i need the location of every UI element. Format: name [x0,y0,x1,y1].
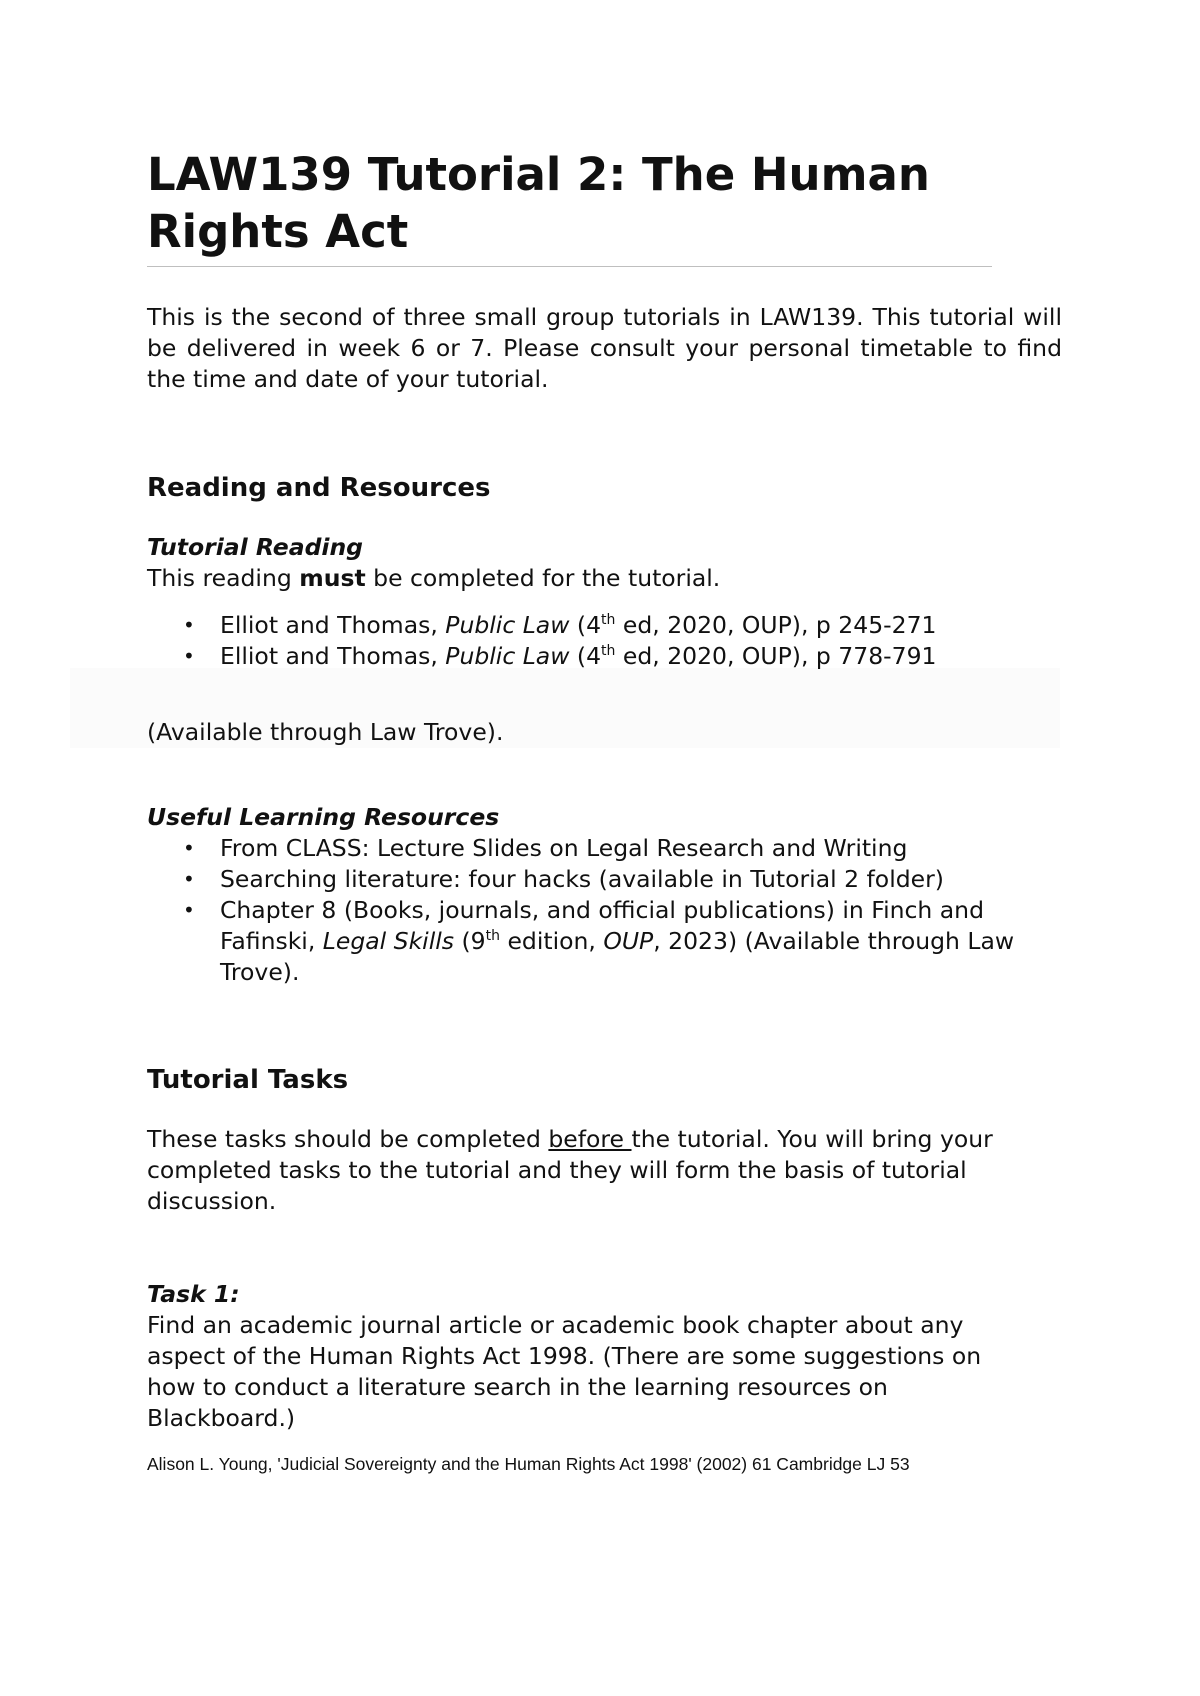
resource-item-publisher: OUP [603,927,654,955]
list-item [147,864,1062,895]
resource-item-text: Searching literature: four hacks (available in Tutorial 2 folder) [220,865,944,893]
tasks-intro [147,1124,1047,1217]
reading-heading: Reading and Resources [147,473,491,503]
task1-heading: Task 1: [147,1280,240,1308]
reading-item-edition: (4 [569,611,602,639]
list-item [147,833,1062,864]
resource-item-text: From CLASS: Lecture Slides on Legal Research and Writing [220,834,908,862]
bullet-icon: • [183,613,195,637]
bullet-icon: • [183,644,195,668]
resource-item-post: , 2023) (Available through Law Trove). [220,927,1015,986]
tasks-intro-before: before [548,1125,632,1153]
reading-requirement [147,563,1062,594]
reading-item-details: ed, 2020, OUP), p 778-791 [615,642,937,670]
must-pre: This reading [147,564,300,592]
tasks-intro-pre: These tasks should be completed [147,1125,549,1153]
reading-item-book: Public Law [445,642,570,670]
list-item [147,610,1062,641]
reading-item-details: ed, 2020, OUP), p 245-271 [615,611,937,639]
task1-text: Find an academic journal article or academic book chapter about any aspect of the Human Rights Act 1998. (There are some suggestions on how to conduct a literature search in the learning resources on Blackboard.) [147,1311,982,1432]
resource-item-book: Legal Skills [322,927,455,955]
reading-item-author: Elliot and Thomas, [220,642,446,670]
tasks-intro-post: the tutorial. You will bring your completed tasks to the tutorial and they will form the basis of tutorial discussion. [147,1125,993,1215]
page-title: LAW139 Tutorial 2: The Human Rights Act [147,146,992,267]
resource-item-sup: th [485,928,500,945]
bullet-icon: • [183,836,195,860]
reading-item-edition: (4 [569,642,602,670]
must-word: must [299,564,366,592]
availability-note: (Available through Law Trove). [147,718,504,746]
resource-item-edition: (9 [454,927,486,955]
reading-list [147,610,1062,672]
resources-list [147,833,1062,988]
list-item [147,641,1062,672]
resource-item-pre: Chapter 8 (Books, journals, and official publications) in Finch and Fafinski, [220,896,984,955]
reading-item-sup: th [601,612,616,629]
useful-resources-heading: Useful Learning Resources [147,803,500,831]
bullet-icon: • [183,898,195,922]
resource-item-mid: edition, [499,927,604,955]
tasks-heading: Tutorial Tasks [147,1065,349,1095]
must-post: be completed for the tutorial. [365,564,721,592]
reading-item-author: Elliot and Thomas, [220,611,446,639]
tutorial-reading-heading: Tutorial Reading [147,533,363,561]
reading-item-book: Public Law [445,611,570,639]
bullet-icon: • [183,867,195,891]
citation-text: Alison L. Young, 'Judicial Sovereignty and the Human Rights Act 1998' (2002) 61 Cambridge LJ 53 [147,1454,910,1474]
list-item [147,895,1062,988]
intro-paragraph: This is the second of three small group tutorials in LAW139. This tutorial will be delivered in week 6 or 7. Please consult your personal timetable to find the time and date of your tutorial. [147,303,1062,393]
reading-item-sup: th [601,643,616,660]
